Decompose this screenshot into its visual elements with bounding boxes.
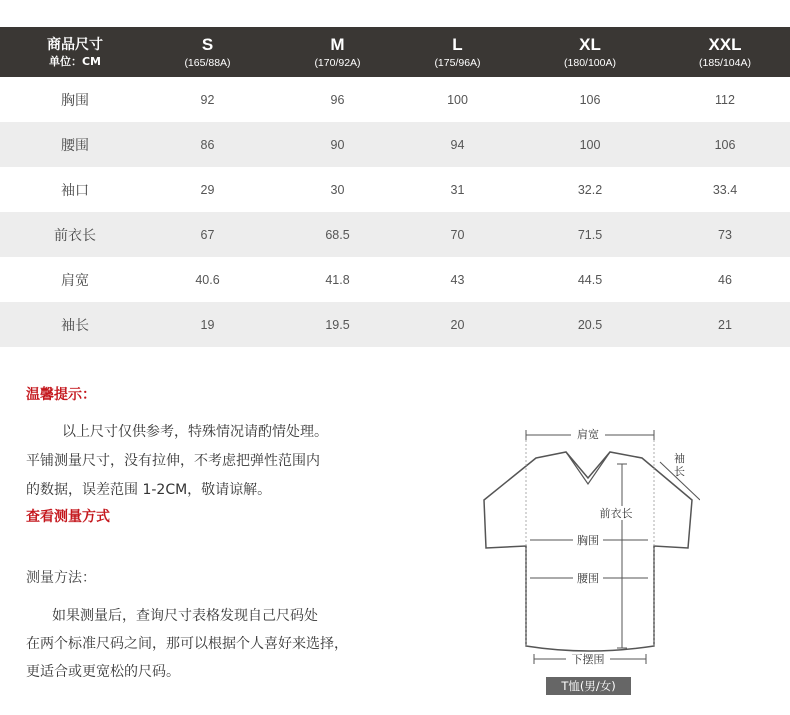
table-cell: 44.5 (577, 272, 603, 287)
tips-title: 温馨提示： (26, 387, 96, 403)
method-line-1: 如果测量后，查询尺寸表格发现自己尺码处 (52, 608, 318, 624)
view-measure-method-link[interactable]: 查看测量方式 (26, 509, 110, 525)
sleeve-label-1: 袖 (674, 452, 685, 465)
table-row-sleeve-length (0, 302, 790, 347)
hem-label: 下摆围 (571, 653, 605, 666)
table-row-chest (0, 77, 790, 122)
header-size-xl (505, 27, 675, 77)
table-row-front-length (0, 212, 790, 257)
table-cell: 20.5 (577, 317, 603, 332)
table-cell: 40.6 (195, 272, 220, 287)
table-cell: 70 (450, 227, 465, 242)
method-line-3: 更适合或更宽松的尺码。 (26, 664, 180, 680)
method-line-2: 在两个标准尺码之间，那可以根据个人喜好来选择， (26, 636, 348, 652)
table-cell: 100 (579, 137, 601, 152)
table-row-cuff (0, 167, 790, 212)
table-cell: 30 (330, 182, 345, 197)
row-label: 肩宽 (61, 272, 89, 289)
header-size-l (410, 27, 505, 77)
table-cell: 67 (200, 227, 215, 242)
size-name: L (452, 34, 463, 54)
sleeve-label-2: 长 (674, 465, 685, 478)
table-row-shoulder (0, 257, 790, 302)
size-spec: (170/92A) (314, 56, 361, 69)
table-cell: 73 (718, 227, 732, 242)
header-size-xxl (675, 27, 775, 77)
table-cell: 90 (330, 137, 345, 152)
table-cell: 32.2 (577, 182, 603, 197)
shoulder-label: 肩宽 (577, 428, 599, 441)
table-cell: 68.5 (325, 227, 350, 242)
row-label: 胸围 (61, 92, 89, 109)
table-cell: 43 (450, 272, 465, 287)
row-label: 袖口 (61, 182, 89, 199)
header-label-unit: 单位：CM (48, 54, 102, 68)
table-cell: 41.8 (325, 272, 350, 287)
tips-line-2: 平铺测量尺寸，没有拉伸，不考虑把弹性范围内 (26, 453, 320, 469)
chest-label: 胸围 (577, 534, 599, 547)
table-cell: 20 (450, 317, 465, 332)
waist-label: 腰围 (577, 572, 599, 585)
table-cell: 71.5 (577, 227, 603, 242)
table-cell: 100 (447, 92, 468, 107)
size-name: S (201, 34, 214, 54)
tips-line-1: 以上尺寸仅供参考，特殊情况请酌情处理。 (62, 424, 328, 440)
size-spec: (180/100A) (564, 56, 616, 69)
diagram-caption: T恤(男/女) (561, 679, 616, 693)
front-length-label: 前衣长 (599, 507, 633, 520)
table-cell: 29 (200, 182, 215, 197)
size-name: XL (579, 34, 601, 54)
table-header (0, 27, 790, 77)
table-cell: 86 (200, 137, 215, 152)
table-cell: 92 (200, 92, 215, 107)
table-cell: 106 (579, 92, 601, 107)
size-name: XXL (708, 34, 742, 54)
table-cell: 33.4 (712, 182, 738, 197)
header-size-s (150, 27, 265, 77)
table-cell: 21 (718, 317, 732, 332)
table-cell: 46 (718, 272, 732, 287)
table-cell: 31 (450, 182, 465, 197)
table-cell: 19.5 (325, 317, 350, 332)
size-spec: (165/88A) (184, 56, 231, 69)
table-cell: 96 (330, 92, 345, 107)
tshirt-measurement-diagram (478, 420, 700, 702)
table-cell: 112 (715, 92, 735, 107)
header-label-title: 商品尺寸 (47, 36, 103, 53)
size-name: M (330, 34, 345, 54)
header-label-cell (0, 27, 150, 77)
method-title: 测量方法： (26, 570, 96, 586)
table-row-waist (0, 122, 790, 167)
table-cell: 106 (714, 137, 736, 152)
row-label: 腰围 (61, 137, 89, 154)
size-spec: (185/104A) (699, 56, 751, 69)
row-label: 前衣长 (54, 227, 96, 244)
tshirt-outline (484, 452, 692, 651)
table-cell: 19 (200, 317, 215, 332)
size-table (0, 27, 790, 347)
row-label: 袖长 (61, 317, 89, 334)
tips-line-3: 的数据，误差范围 1-2CM，敬请谅解。 (26, 482, 272, 498)
table-cell: 94 (450, 137, 465, 152)
header-size-m (265, 27, 410, 77)
size-spec: (175/96A) (434, 56, 481, 69)
